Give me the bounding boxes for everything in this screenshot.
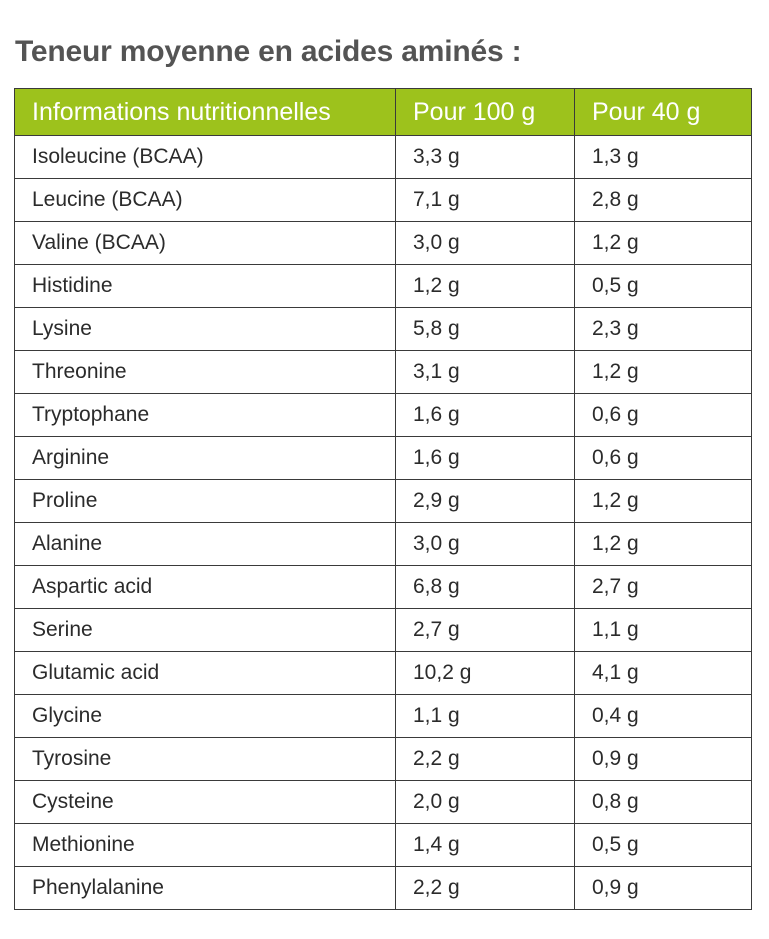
amount-per-40g: 1,2 g	[575, 523, 752, 566]
table-row	[15, 179, 752, 222]
amount-per-100g: 10,2 g	[396, 652, 575, 695]
amount-per-100g: 3,1 g	[396, 351, 575, 394]
amount-per-40g: 1,2 g	[575, 480, 752, 523]
table-row	[15, 523, 752, 566]
amount-per-40g: 1,2 g	[575, 222, 752, 265]
amount-per-40g: 1,3 g	[575, 136, 752, 179]
amount-per-100g: 2,2 g	[396, 738, 575, 781]
table-row	[15, 609, 752, 652]
amount-per-100g: 1,2 g	[396, 265, 575, 308]
amount-per-100g: 3,0 g	[396, 222, 575, 265]
amino-acid-name: Threonine	[15, 351, 396, 394]
amount-per-100g: 3,3 g	[396, 136, 575, 179]
table-row	[15, 738, 752, 781]
amount-per-100g: 2,0 g	[396, 781, 575, 824]
amount-per-40g: 0,6 g	[575, 394, 752, 437]
amino-acid-name: Aspartic acid	[15, 566, 396, 609]
amount-per-40g: 0,6 g	[575, 437, 752, 480]
amino-acid-name: Glutamic acid	[15, 652, 396, 695]
amount-per-40g: 0,5 g	[575, 824, 752, 867]
amount-per-100g: 1,1 g	[396, 695, 575, 738]
amount-per-40g: 1,2 g	[575, 351, 752, 394]
amino-acid-name: Glycine	[15, 695, 396, 738]
amino-acid-name: Valine (BCAA)	[15, 222, 396, 265]
amino-acid-name: Leucine (BCAA)	[15, 179, 396, 222]
amount-per-40g: 0,5 g	[575, 265, 752, 308]
amount-per-100g: 3,0 g	[396, 523, 575, 566]
table-row	[15, 824, 752, 867]
amount-per-40g: 4,1 g	[575, 652, 752, 695]
amount-per-40g: 0,4 g	[575, 695, 752, 738]
amount-per-100g: 1,6 g	[396, 394, 575, 437]
amount-per-40g: 0,9 g	[575, 738, 752, 781]
table-row	[15, 480, 752, 523]
table-row	[15, 222, 752, 265]
amount-per-100g: 5,8 g	[396, 308, 575, 351]
amino-acid-name: Alanine	[15, 523, 396, 566]
table-row	[15, 695, 752, 738]
amount-per-40g: 2,3 g	[575, 308, 752, 351]
amino-acid-name: Tryptophane	[15, 394, 396, 437]
table-row	[15, 867, 752, 910]
table-row	[15, 136, 752, 179]
table-row	[15, 308, 752, 351]
table-row	[15, 394, 752, 437]
table-row	[15, 652, 752, 695]
table-row	[15, 351, 752, 394]
amino-acid-name: Methionine	[15, 824, 396, 867]
column-header-nutrition-info: Informations nutritionnelles	[15, 89, 396, 136]
amount-per-100g: 7,1 g	[396, 179, 575, 222]
amount-per-100g: 2,7 g	[396, 609, 575, 652]
amount-per-40g: 2,8 g	[575, 179, 752, 222]
amount-per-40g: 2,7 g	[575, 566, 752, 609]
amount-per-100g: 2,2 g	[396, 867, 575, 910]
amount-per-100g: 2,9 g	[396, 480, 575, 523]
amount-per-100g: 1,4 g	[396, 824, 575, 867]
amount-per-100g: 1,6 g	[396, 437, 575, 480]
page-title: Teneur moyenne en acides aminés :	[15, 35, 522, 68]
amino-acid-name: Isoleucine (BCAA)	[15, 136, 396, 179]
amino-acid-name: Phenylalanine	[15, 867, 396, 910]
amino-acid-name: Serine	[15, 609, 396, 652]
amount-per-40g: 0,9 g	[575, 867, 752, 910]
amino-acid-name: Histidine	[15, 265, 396, 308]
amount-per-40g: 0,8 g	[575, 781, 752, 824]
table-header-row	[15, 89, 752, 136]
table-row	[15, 566, 752, 609]
amino-acid-table	[14, 88, 752, 910]
table-row	[15, 437, 752, 480]
table-row	[15, 781, 752, 824]
amount-per-40g: 1,1 g	[575, 609, 752, 652]
column-header-per-40g: Pour 40 g	[575, 89, 752, 136]
column-header-per-100g: Pour 100 g	[396, 89, 575, 136]
amount-per-100g: 6,8 g	[396, 566, 575, 609]
amino-acid-name: Arginine	[15, 437, 396, 480]
table-row	[15, 265, 752, 308]
amino-acid-name: Cysteine	[15, 781, 396, 824]
amino-acid-name: Lysine	[15, 308, 396, 351]
amino-acid-name: Proline	[15, 480, 396, 523]
amino-acid-name: Tyrosine	[15, 738, 396, 781]
